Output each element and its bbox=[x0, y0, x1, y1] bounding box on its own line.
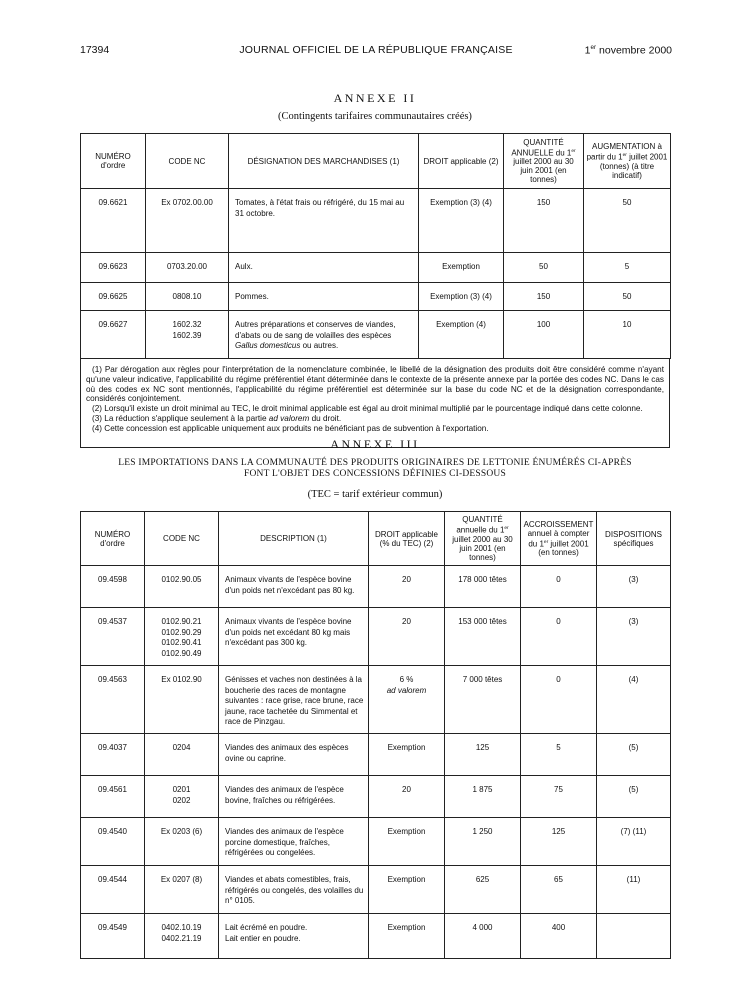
col-code-nc: CODE NC bbox=[146, 134, 229, 189]
designation-cell: Aulx. bbox=[229, 253, 419, 283]
numero-cell: 09.4549 bbox=[81, 914, 145, 959]
numero-cell: 09.4561 bbox=[81, 776, 145, 818]
droit-cell: Exemption (3) (4) bbox=[419, 189, 504, 253]
numero-cell: 09.4037 bbox=[81, 734, 145, 776]
col-description: DESCRIPTION (1) bbox=[219, 512, 369, 566]
accroissement-cell: 400 bbox=[521, 914, 597, 959]
accroissement-cell: 65 bbox=[521, 866, 597, 914]
col-droit: DROIT applicable (% du TEC) (2) bbox=[369, 512, 445, 566]
page-number: 17394 bbox=[80, 44, 110, 56]
description-cell: Viandes des animaux de l'espèce bovine, fraîches ou réfrigérées. bbox=[219, 776, 369, 818]
code-nc-cell: Ex 0203 (6) bbox=[145, 818, 219, 866]
dispositions-cell: (11) bbox=[597, 866, 671, 914]
table-row bbox=[81, 914, 671, 959]
code-nc-cell: 1602.32 1602.39 bbox=[146, 311, 229, 359]
numero-cell: 09.6623 bbox=[81, 253, 146, 283]
footnote: (2) Lorsqu'il existe un droit minimal au TEC, le droit minimal applicable est égal au droit minimal multiplié par le pourcentage indiqué dans cette colonne. bbox=[92, 404, 643, 414]
droit-cell: Exemption bbox=[369, 734, 445, 776]
table-row bbox=[81, 283, 671, 311]
droit-cell: Exemption (3) (4) bbox=[419, 283, 504, 311]
col-quantite: QUANTITÉ ANNUELLE du 1er juillet 2000 au 30 juin 2001 (en tonnes) bbox=[504, 134, 584, 189]
quantite-cell: 150 bbox=[504, 283, 584, 311]
annex3-table bbox=[80, 511, 671, 959]
quantite-cell: 178 000 têtes bbox=[445, 566, 521, 608]
designation-cell: Pommes. bbox=[229, 283, 419, 311]
quantite-cell: 50 bbox=[504, 253, 584, 283]
description-cell: Génisses et vaches non destinées à la boucherie des races de montagne suivantes : race grise, race brune, race jaune, race tachetée du Simmental et race de Pinzgau. bbox=[219, 666, 369, 734]
description-cell: Viandes des animaux des espèces ovine ou caprine. bbox=[219, 734, 369, 776]
annex3-tec-note: (TEC = tarif extérieur commun) bbox=[307, 489, 443, 500]
droit-cell: Exemption bbox=[419, 253, 504, 283]
accroissement-cell: 125 bbox=[521, 818, 597, 866]
code-nc-cell: 0703.20.00 bbox=[146, 253, 229, 283]
quantite-cell: 153 000 têtes bbox=[445, 608, 521, 666]
annex2-footnotes bbox=[80, 359, 670, 448]
table-row bbox=[81, 253, 671, 283]
description-cell: Viandes des animaux de l'espèce porcine domestique, fraîches, réfrigérées ou congelées. bbox=[219, 818, 369, 866]
droit-cell bbox=[369, 666, 445, 734]
droit-ad-valorem: ad valorem bbox=[386, 685, 427, 695]
quantite-cell: 7 000 têtes bbox=[445, 666, 521, 734]
droit-cell: Exemption bbox=[369, 914, 445, 959]
numero-cell: 09.4563 bbox=[81, 666, 145, 734]
annex3-title: ANNEXE III bbox=[330, 437, 420, 451]
annex3-subtitle-line1: LES IMPORTATIONS DANS LA COMMUNAUTÉ DES PRODUITS ORIGINAIRES DE LETTONIE ÉNUMÉRÉS CI-APRÈS bbox=[118, 458, 632, 468]
table-row bbox=[81, 311, 671, 359]
augmentation-cell: 50 bbox=[584, 189, 671, 253]
quantite-cell: 150 bbox=[504, 189, 584, 253]
droit-cell: 20 bbox=[369, 566, 445, 608]
numero-cell: 09.6625 bbox=[81, 283, 146, 311]
col-numero: NUMÉRO d'ordre bbox=[81, 134, 146, 189]
code-nc-cell: 0102.90.05 bbox=[145, 566, 219, 608]
dispositions-cell: (5) bbox=[597, 734, 671, 776]
annex3-subtitle-line2: FONT L'OBJET DES CONCESSIONS DÉFINIES CI-DESSOUS bbox=[244, 469, 506, 479]
dispositions-cell: (3) bbox=[597, 566, 671, 608]
description-cell: Animaux vivants de l'espèce bovine d'un poids net excédant 80 kg mais n'excédant pas 300 kg. bbox=[219, 608, 369, 666]
droit-cell: Exemption (4) bbox=[419, 311, 504, 359]
journal-title: JOURNAL OFFICIEL DE LA RÉPUBLIQUE FRANÇAISE bbox=[239, 44, 513, 56]
augmentation-cell: 10 bbox=[584, 311, 671, 359]
droit-cell: 20 bbox=[369, 608, 445, 666]
table-row bbox=[81, 608, 671, 666]
dispositions-cell: (7) (11) bbox=[597, 818, 671, 866]
code-nc-cell: Ex 0702.00.00 bbox=[146, 189, 229, 253]
numero-cell: 09.4544 bbox=[81, 866, 145, 914]
table-row bbox=[81, 866, 671, 914]
table-row bbox=[81, 818, 671, 866]
code-nc-cell: 0201 0202 bbox=[145, 776, 219, 818]
col-dispositions: DISPOSITIONS spécifiques bbox=[597, 512, 671, 566]
col-augmentation: AUGMENTATION à partir du 1er juillet 2001 (tonnes) (à titre indicatif) bbox=[584, 134, 671, 189]
description-cell: Viandes et abats comestibles, frais, réfrigérés ou congelés, des volailles du n° 0105. bbox=[219, 866, 369, 914]
accroissement-cell: 0 bbox=[521, 608, 597, 666]
numero-cell: 09.4537 bbox=[81, 608, 145, 666]
table-row bbox=[81, 566, 671, 608]
footnote: (3) La réduction s'applique seulement à la partie ad valorem du droit. bbox=[92, 413, 342, 423]
quantite-cell: 4 000 bbox=[445, 914, 521, 959]
numero-cell: 09.6627 bbox=[81, 311, 146, 359]
dispositions-cell: (5) bbox=[597, 776, 671, 818]
quantite-cell: 1 875 bbox=[445, 776, 521, 818]
annex3-header-row bbox=[81, 512, 671, 566]
description-cell: Lait écrémé en poudre. Lait entier en poudre. bbox=[219, 914, 369, 959]
description-cell: Animaux vivants de l'espèce bovine d'un poids net n'excédant pas 80 kg. bbox=[219, 566, 369, 608]
droit-cell: Exemption bbox=[369, 866, 445, 914]
quantite-cell: 1 250 bbox=[445, 818, 521, 866]
augmentation-cell: 50 bbox=[584, 283, 671, 311]
quantite-cell: 625 bbox=[445, 866, 521, 914]
col-code-nc: CODE NC bbox=[145, 512, 219, 566]
dispositions-cell: (3) bbox=[597, 608, 671, 666]
numero-cell: 09.4598 bbox=[81, 566, 145, 608]
table-row bbox=[81, 189, 671, 253]
dispositions-cell bbox=[597, 914, 671, 959]
code-nc-cell: 0102.90.21 0102.90.29 0102.90.41 0102.90.49 bbox=[145, 608, 219, 666]
accroissement-cell: 5 bbox=[521, 734, 597, 776]
annex2-table bbox=[80, 133, 671, 359]
quantite-cell: 100 bbox=[504, 311, 584, 359]
numero-cell: 09.6621 bbox=[81, 189, 146, 253]
accroissement-cell: 0 bbox=[521, 566, 597, 608]
annex2-header-row bbox=[81, 134, 671, 189]
dispositions-cell: (4) bbox=[597, 666, 671, 734]
code-nc-cell: Ex 0207 (8) bbox=[145, 866, 219, 914]
droit-cell: Exemption bbox=[369, 818, 445, 866]
footnote: (1) Par dérogation aux règles pour l'interprétation de la nomenclature combinée, le libellé de la désignation des produits doit être considéré comme n'ayant qu'une valeur indicative, l'applicabilité du régime préférentiel étant déterminée dans le contexte de la présente annexe par la portée des codes NC. Dans le cas où des codes ex NC sont mentionnés, l'applicabilité du régime préférentiel est déterminée sur la base du code NC et de la désignation correspondante, considérés conjointement. bbox=[86, 365, 664, 404]
droit-value: 6 % bbox=[399, 675, 414, 684]
accroissement-cell: 0 bbox=[521, 666, 597, 734]
footnote: (4) Cette concession est applicable uniquement aux produits ne bénéficiant pas de subvention à l'exportation. bbox=[92, 423, 489, 433]
code-nc-cell: 0402.10.19 0402.21.19 bbox=[145, 914, 219, 959]
table-row bbox=[81, 666, 671, 734]
issue-date: 1er novembre 2000 bbox=[584, 44, 672, 57]
col-quantite: QUANTITÉ annuelle du 1er juillet 2000 au 30 juin 2001 (en tonnes) bbox=[445, 512, 521, 566]
col-numero: NUMÉRO d'ordre bbox=[81, 512, 145, 566]
designation-cell: Autres préparations et conserves de viandes, d'abats ou de sang de volailles des espèces Gallus domesticus ou autres. bbox=[229, 311, 419, 359]
table-row bbox=[81, 776, 671, 818]
annex2-title: ANNEXE II bbox=[333, 91, 417, 105]
droit-cell: 20 bbox=[369, 776, 445, 818]
code-nc-cell: 0204 bbox=[145, 734, 219, 776]
col-accroissement: ACCROISSEMENT annuel à compter du 1er juillet 2001 (en tonnes) bbox=[521, 512, 597, 566]
col-designation: DÉSIGNATION DES MARCHANDISES (1) bbox=[229, 134, 419, 189]
col-droit: DROIT applicable (2) bbox=[419, 134, 504, 189]
table-row bbox=[81, 734, 671, 776]
designation-cell: Tomates, à l'état frais ou réfrigéré, du 15 mai au 31 octobre. bbox=[229, 189, 419, 253]
code-nc-cell: Ex 0102.90 bbox=[145, 666, 219, 734]
augmentation-cell: 5 bbox=[584, 253, 671, 283]
annex2-subtitle: (Contingents tarifaires communautaires créés) bbox=[278, 111, 472, 122]
code-nc-cell: 0808.10 bbox=[146, 283, 229, 311]
quantite-cell: 125 bbox=[445, 734, 521, 776]
accroissement-cell: 75 bbox=[521, 776, 597, 818]
numero-cell: 09.4540 bbox=[81, 818, 145, 866]
